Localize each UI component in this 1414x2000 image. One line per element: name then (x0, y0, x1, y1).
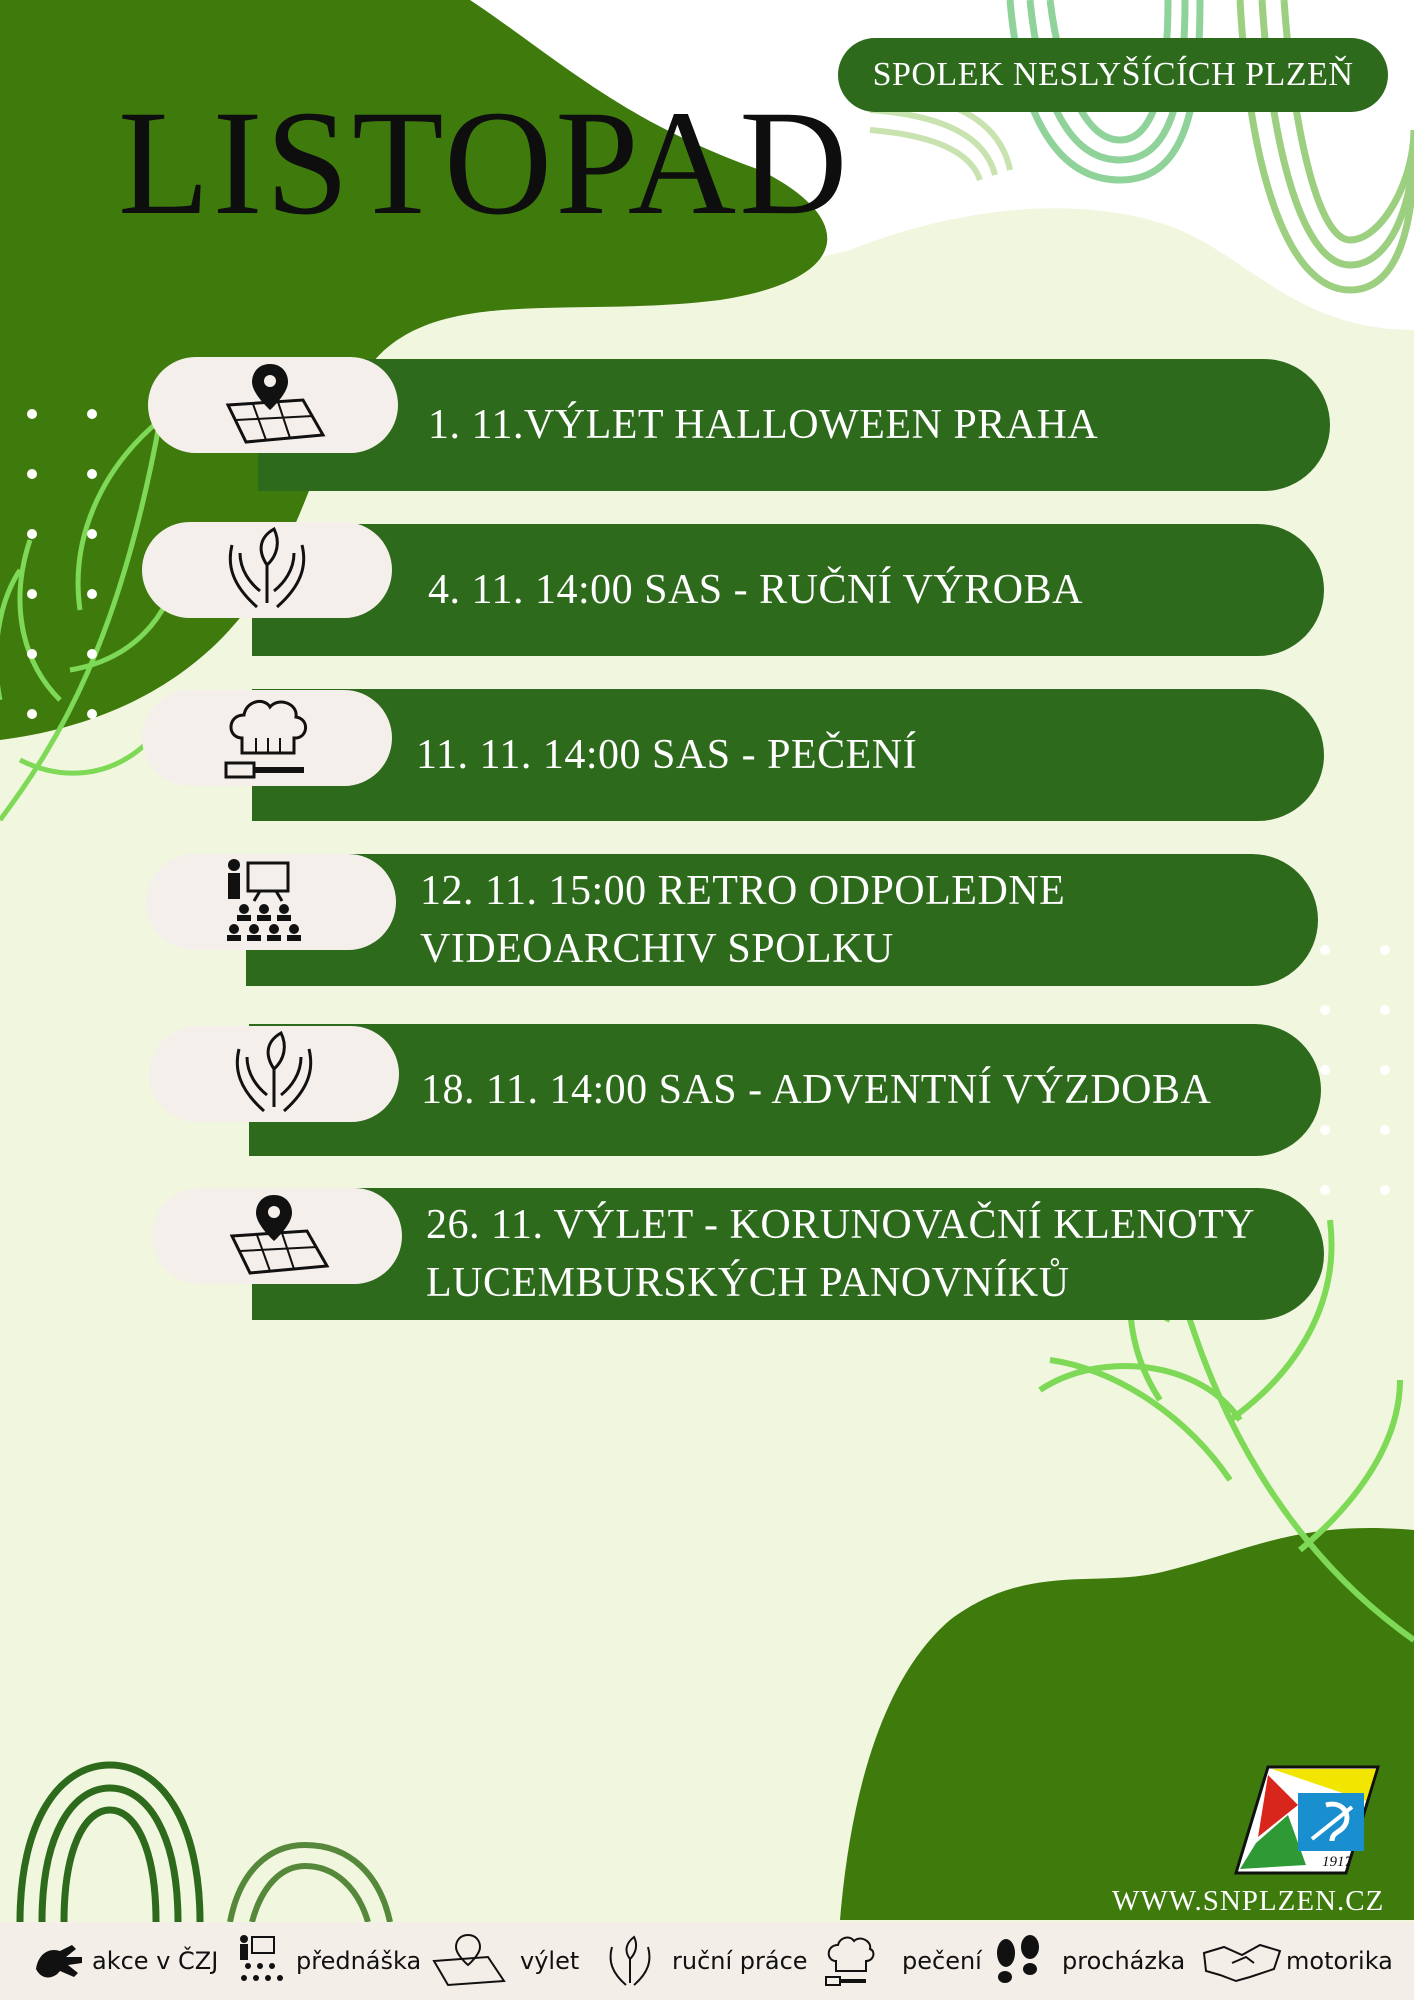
legend-item (1202, 1922, 1393, 2000)
hands-plant-icon (602, 1933, 658, 1989)
event-icon-pill (142, 522, 392, 618)
sign-language-icon (32, 1933, 88, 1989)
map-pin-icon (222, 1191, 332, 1281)
event-bar (252, 689, 1324, 821)
website-url[interactable]: WWW.SNPLZEN.CZ (1112, 1885, 1385, 1917)
event-icon-pill (148, 357, 398, 453)
legend-item (990, 1922, 1185, 2000)
legend-label: výlet (520, 1947, 580, 1975)
logo-year: 1917 (1322, 1854, 1352, 1870)
event-text: 12. 11. 15:00 RETRO ODPOLEDNE VIDEOARCHIV SPOLKU (420, 868, 1066, 972)
legend-label: pečení (902, 1947, 982, 1975)
event-text: 1. 11.VÝLET HALLOWEEN PRAHA (428, 402, 1099, 448)
event-bar (249, 1024, 1321, 1156)
event-text: 4. 11. 14:00 SAS - RUČNÍ VÝROBA (428, 567, 1083, 613)
event-bar (252, 524, 1324, 656)
legend-bar (0, 1922, 1414, 2000)
event-bar (258, 359, 1330, 491)
event-icon-pill (149, 1026, 399, 1122)
map-pin-icon (430, 1933, 510, 1989)
hands-plant-icon (219, 1029, 329, 1119)
chef-hat-icon (820, 1933, 876, 1989)
footprints-icon (990, 1933, 1046, 1989)
legend-item (820, 1922, 982, 2000)
presentation-icon (216, 857, 326, 947)
event-text: 18. 11. 14:00 SAS - ADVENTNÍ VÝZDOBA (421, 1067, 1212, 1113)
event-icon-pill (142, 690, 392, 786)
event-text: 26. 11. VÝLET - KORUNOVAČNÍ KLENOTY LUCEMBURSKÝCH PANOVNÍKŮ (426, 1202, 1256, 1306)
legend-label: ruční práce (672, 1947, 808, 1975)
legend-label: motorika (1286, 1947, 1393, 1975)
event-bar (246, 854, 1318, 986)
event-icon-pill (146, 854, 396, 950)
organization-logo (1228, 1765, 1380, 1875)
hands-plant-icon (212, 525, 322, 615)
event-icon-pill (152, 1188, 402, 1284)
legend-label: akce v ČZJ (92, 1947, 219, 1975)
legend-label: přednáška (296, 1947, 422, 1975)
legend-item (236, 1922, 421, 2000)
legend-item (32, 1922, 218, 2000)
legend-item (602, 1922, 808, 2000)
organization-badge: SPOLEK NESLYŠÍCÍCH PLZEŇ (838, 38, 1388, 112)
legend-label: procházka (1062, 1947, 1186, 1975)
legend-item (430, 1922, 579, 2000)
event-bar (252, 1188, 1324, 1320)
presentation-icon (236, 1933, 292, 1989)
chef-hat-icon (212, 693, 322, 783)
handshake-icon (1202, 1933, 1282, 1989)
map-pin-icon (218, 360, 328, 450)
month-title: LISTOPAD (118, 80, 851, 246)
event-text: 11. 11. 14:00 SAS - PEČENÍ (416, 732, 918, 778)
